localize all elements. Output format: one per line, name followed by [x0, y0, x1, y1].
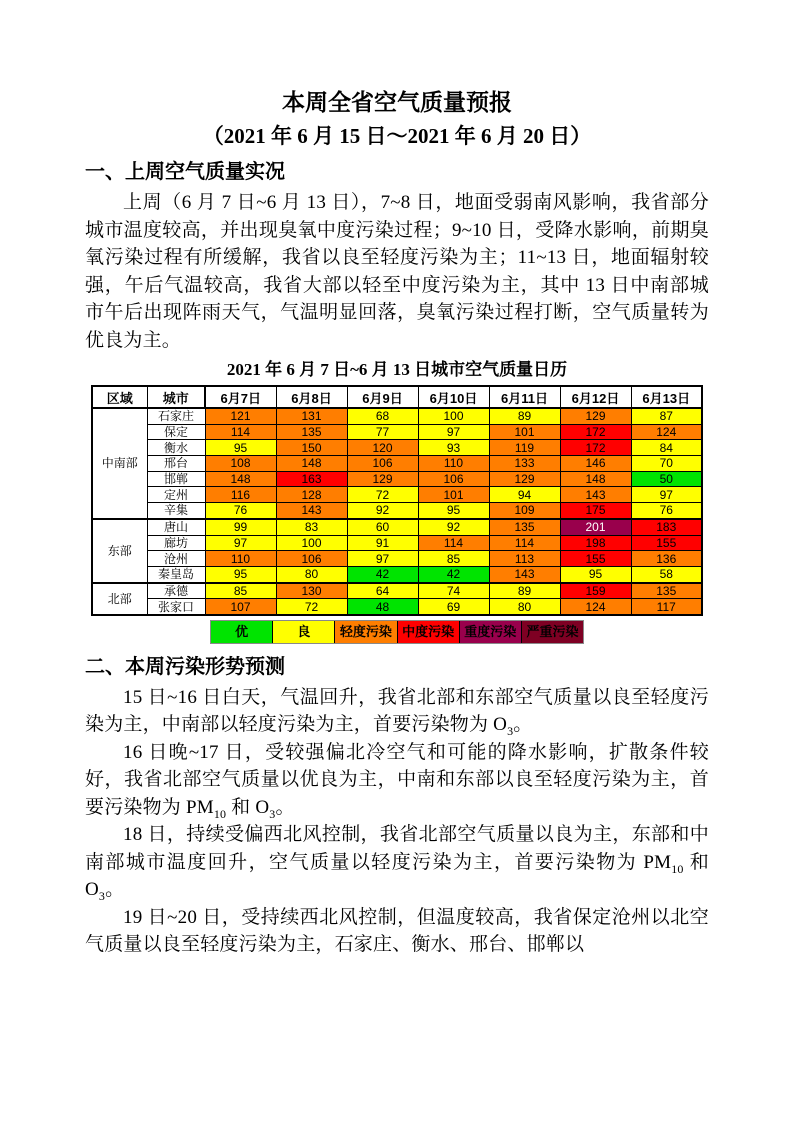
legend-item: 严重污染	[521, 621, 583, 643]
text-run: 和 O	[226, 796, 270, 818]
city-cell: 廊坊	[147, 535, 205, 551]
paragraph	[85, 189, 709, 354]
aqi-value-cell: 159	[560, 583, 631, 599]
text-run: 。	[513, 714, 533, 736]
aqi-value-cell: 89	[489, 583, 560, 599]
text-run: 上周（6 月 7 日~6 月 13 日），7~8 日，地面受弱南风影响，我省部分城市温度较高，并出现臭氧中度污染过程；9~10 日，受降水影响，前期臭氧污染过程有所缓解，我省以良至轻度污染为主；11~13 日，地面辐射较强，午后气温较高，我省大部以轻至中度污染为主，其中 13 日中南部城市午后出现阵雨天气，气温明显回落，臭氧污染过程打断，空气质量转为优良为主。	[85, 192, 709, 351]
subscript-text: 10	[671, 861, 684, 876]
aqi-value-cell: 135	[489, 519, 560, 535]
aqi-value-cell: 175	[560, 503, 631, 519]
aqi-value-cell: 72	[276, 599, 347, 615]
aqi-value-cell: 129	[560, 408, 631, 424]
column-header: 6月7日	[205, 386, 276, 408]
aqi-value-cell: 106	[347, 456, 418, 472]
aqi-value-cell: 183	[631, 519, 702, 535]
section1-heading: 一、上周空气质量实况	[85, 161, 285, 183]
city-cell: 石家庄	[147, 408, 205, 424]
aqi-value-cell: 80	[489, 599, 560, 615]
section2-body	[85, 684, 709, 959]
aqi-value-cell: 85	[205, 583, 276, 599]
subscript-text: 3	[507, 724, 514, 739]
aqi-value-cell: 148	[276, 456, 347, 472]
aqi-value-cell: 64	[347, 583, 418, 599]
aqi-value-cell: 70	[631, 456, 702, 472]
legend-item: 良	[272, 621, 334, 643]
city-cell: 保定	[147, 424, 205, 440]
text-run: 16 日晚~17 日，受较强偏北冷空气和可能的降水影响，扩散条件较好，我省北部空气质量以优良为主，中南和东部以良至轻度污染为主，首要污染物为 PM	[85, 741, 709, 818]
aqi-value-cell: 100	[418, 408, 489, 424]
column-header: 6月9日	[347, 386, 418, 408]
aqi-legend	[210, 620, 584, 644]
table-row	[92, 566, 702, 582]
aqi-value-cell: 150	[276, 440, 347, 456]
aqi-value-cell: 108	[205, 456, 276, 472]
aqi-value-cell: 85	[418, 551, 489, 567]
aqi-value-cell: 109	[489, 503, 560, 519]
paragraph	[85, 739, 709, 822]
aqi-value-cell: 93	[418, 440, 489, 456]
aqi-value-cell: 97	[631, 487, 702, 503]
region-cell: 北部	[92, 583, 147, 615]
aqi-value-cell: 110	[418, 456, 489, 472]
legend-item: 中度污染	[397, 621, 459, 643]
aqi-value-cell: 155	[631, 535, 702, 551]
aqi-value-cell: 92	[347, 503, 418, 519]
text-run: 。	[275, 796, 295, 818]
region-cell: 东部	[92, 519, 147, 583]
aqi-value-cell: 116	[205, 487, 276, 503]
aqi-value-cell: 95	[418, 503, 489, 519]
aqi-value-cell: 129	[489, 471, 560, 487]
aqi-value-cell: 148	[560, 471, 631, 487]
aqi-value-cell: 121	[205, 408, 276, 424]
aqi-value-cell: 148	[205, 471, 276, 487]
city-cell: 辛集	[147, 503, 205, 519]
aqi-value-cell: 110	[205, 551, 276, 567]
aqi-value-cell: 131	[276, 408, 347, 424]
aqi-value-cell: 124	[631, 424, 702, 440]
aqi-value-cell: 60	[347, 519, 418, 535]
column-header: 城市	[147, 386, 205, 408]
aqi-value-cell: 42	[347, 566, 418, 582]
aqi-value-cell: 89	[489, 408, 560, 424]
aqi-value-cell: 101	[418, 487, 489, 503]
subscript-text: 3	[269, 806, 276, 821]
aqi-value-cell: 74	[418, 583, 489, 599]
aqi-value-cell: 95	[205, 566, 276, 582]
region-cell: 中南部	[92, 408, 147, 519]
aqi-value-cell: 95	[560, 566, 631, 582]
aqi-value-cell: 128	[276, 487, 347, 503]
aqi-value-cell: 172	[560, 424, 631, 440]
aqi-table-title: 2021 年 6 月 7 日~6 月 13 日城市空气质量日历	[226, 360, 568, 379]
aqi-value-cell: 163	[276, 471, 347, 487]
aqi-calendar-table	[91, 385, 703, 616]
table-row	[92, 519, 702, 535]
section1-body	[85, 189, 709, 354]
column-header: 6月12日	[560, 386, 631, 408]
paragraph	[85, 904, 709, 959]
city-cell: 衡水	[147, 440, 205, 456]
aqi-value-cell: 50	[631, 471, 702, 487]
aqi-value-cell: 107	[205, 599, 276, 615]
table-row	[92, 503, 702, 519]
legend-item: 优	[211, 621, 272, 643]
aqi-value-cell: 114	[418, 535, 489, 551]
aqi-value-cell: 117	[631, 599, 702, 615]
aqi-value-cell: 136	[631, 551, 702, 567]
aqi-value-cell: 95	[205, 440, 276, 456]
aqi-value-cell: 99	[205, 519, 276, 535]
aqi-value-cell: 198	[560, 535, 631, 551]
aqi-value-cell: 119	[489, 440, 560, 456]
aqi-value-cell: 68	[347, 408, 418, 424]
table-row	[92, 551, 702, 567]
aqi-value-cell: 84	[631, 440, 702, 456]
aqi-value-cell: 133	[489, 456, 560, 472]
aqi-value-cell: 100	[276, 535, 347, 551]
aqi-value-cell: 101	[489, 424, 560, 440]
aqi-value-cell: 76	[631, 503, 702, 519]
column-header: 区域	[92, 386, 147, 408]
aqi-value-cell: 94	[489, 487, 560, 503]
table-row	[92, 471, 702, 487]
aqi-value-cell: 143	[489, 566, 560, 582]
aqi-value-cell: 120	[347, 440, 418, 456]
aqi-value-cell: 76	[205, 503, 276, 519]
aqi-value-cell: 80	[276, 566, 347, 582]
table-row	[92, 456, 702, 472]
aqi-value-cell: 92	[418, 519, 489, 535]
paragraph	[85, 821, 709, 904]
table-row	[92, 408, 702, 424]
paragraph	[85, 684, 709, 739]
subscript-text: 10	[213, 806, 227, 821]
aqi-value-cell: 113	[489, 551, 560, 567]
column-header: 6月10日	[418, 386, 489, 408]
aqi-value-cell: 172	[560, 440, 631, 456]
column-header: 6月11日	[489, 386, 560, 408]
aqi-value-cell: 114	[205, 424, 276, 440]
aqi-value-cell: 135	[276, 424, 347, 440]
text-run: 和 O	[85, 851, 709, 901]
document-title: 本周全省空气质量预报	[282, 89, 512, 115]
city-cell: 定州	[147, 487, 205, 503]
legend-item: 重度污染	[459, 621, 521, 643]
column-header: 6月8日	[276, 386, 347, 408]
aqi-value-cell: 48	[347, 599, 418, 615]
city-cell: 邢台	[147, 456, 205, 472]
aqi-value-cell: 87	[631, 408, 702, 424]
aqi-value-cell: 106	[276, 551, 347, 567]
table-row	[92, 583, 702, 599]
aqi-value-cell: 106	[418, 471, 489, 487]
table-row	[92, 424, 702, 440]
table-row	[92, 535, 702, 551]
aqi-value-cell: 129	[347, 471, 418, 487]
city-cell: 秦皇岛	[147, 566, 205, 582]
text-run: 15 日~16 日白天，气温回升，我省北部和东部空气质量以良至轻度污染为主，中南部以轻度污染为主，首要污染物为 O	[85, 686, 709, 736]
city-cell: 邯郸	[147, 471, 205, 487]
text-run: 18 日，持续受偏西北风控制，我省北部空气质量以良为主，东部和中南部城市温度回升，空气质量以轻度污染为主，首要污染物为 PM	[85, 824, 709, 873]
aqi-value-cell: 83	[276, 519, 347, 535]
aqi-value-cell: 114	[489, 535, 560, 551]
aqi-value-cell: 143	[276, 503, 347, 519]
aqi-value-cell: 97	[347, 551, 418, 567]
aqi-value-cell: 143	[560, 487, 631, 503]
aqi-value-cell: 69	[418, 599, 489, 615]
column-header: 6月13日	[631, 386, 702, 408]
aqi-value-cell: 77	[347, 424, 418, 440]
aqi-value-cell: 135	[631, 583, 702, 599]
aqi-value-cell: 146	[560, 456, 631, 472]
city-cell: 唐山	[147, 519, 205, 535]
aqi-value-cell: 97	[418, 424, 489, 440]
legend-item: 轻度污染	[334, 621, 396, 643]
aqi-value-cell: 124	[560, 599, 631, 615]
aqi-value-cell: 155	[560, 551, 631, 567]
city-cell: 承德	[147, 583, 205, 599]
text-run: 。	[105, 879, 125, 901]
table-row	[92, 487, 702, 503]
text-run: 19 日~20 日，受持续西北风控制，但温度较高，我省保定沧州以北空气质量以良至轻度污染为主，石家庄、衡水、邢台、邯郸以	[85, 906, 709, 956]
subscript-text: 3	[98, 889, 106, 904]
aqi-value-cell: 97	[205, 535, 276, 551]
document-subtitle: （2021 年 6 月 15 日～2021 年 6 月 20 日）	[202, 124, 592, 148]
section2-heading: 二、本周污染形势预测	[85, 655, 285, 678]
city-cell: 张家口	[147, 599, 205, 615]
aqi-value-cell: 72	[347, 487, 418, 503]
aqi-value-cell: 201	[560, 519, 631, 535]
aqi-value-cell: 42	[418, 566, 489, 582]
city-cell: 沧州	[147, 551, 205, 567]
table-header-row	[92, 386, 702, 408]
aqi-value-cell: 91	[347, 535, 418, 551]
table-row	[92, 440, 702, 456]
aqi-value-cell: 58	[631, 566, 702, 582]
table-row	[92, 599, 702, 615]
aqi-value-cell: 130	[276, 583, 347, 599]
